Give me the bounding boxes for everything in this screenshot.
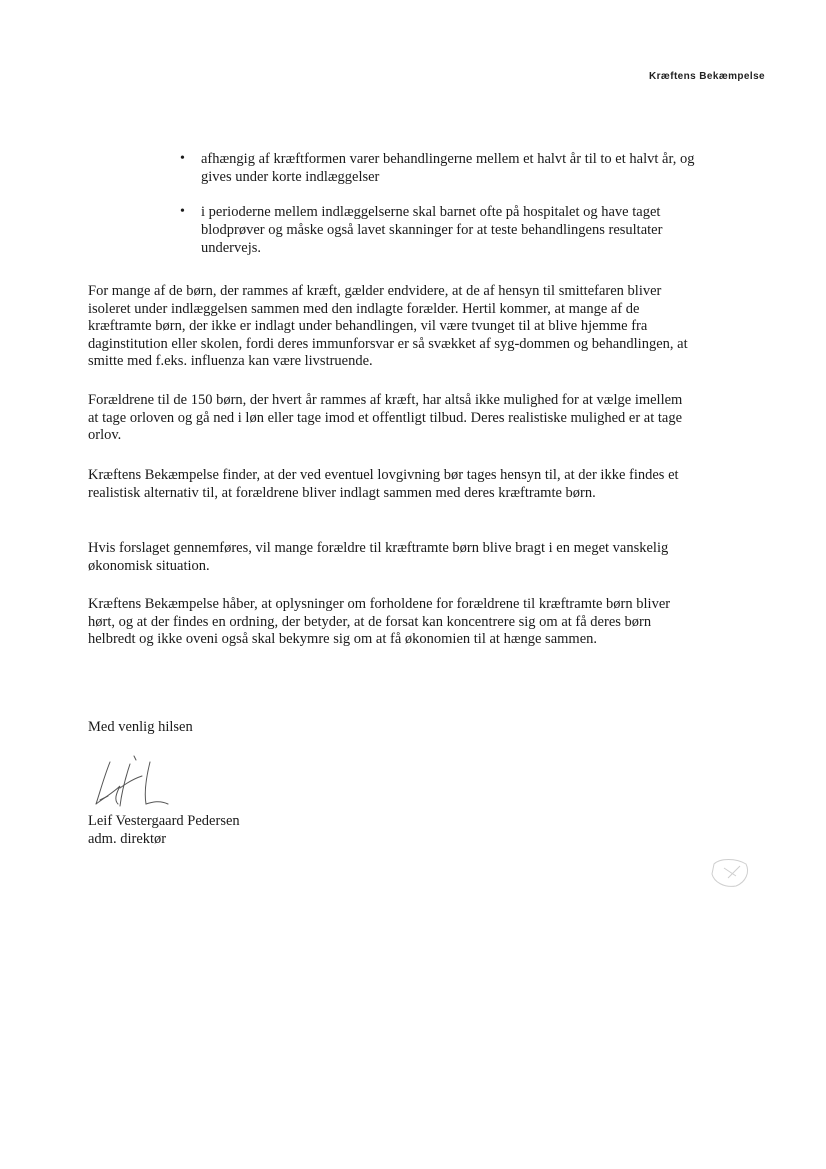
handwritten-signature bbox=[90, 742, 210, 817]
bullet-text: afhængig af kræftformen varer behandlingerne mellem et halvt år til to et halvt år, og gives under korte indlæggelser bbox=[201, 151, 695, 185]
bullet-text: i perioderne mellem indlæggelserne skal barnet ofte på hospitalet og have taget blodprøver og måske også lavet skanninger for at teste behandlingens resultater undervejs. bbox=[201, 204, 663, 256]
paragraph-hope: Kræftens Bekæmpelse håber, at oplysninger om forholdene for forældrene til kræftramte børn bliver hørt, og at der findes en ordning, der betyder, at de forsat kan koncentrere sig om at få deres børn helbredt og ikke oveni også skal bekymre sig om at få økonomien til at hænge sammen. bbox=[88, 596, 671, 647]
signatory-block bbox=[88, 812, 240, 848]
paragraph-parents: Forældrene til de 150 børn, der hvert år rammes af kræft, har altså ikke mulighed for at vælge imellem at tage orloven og gå ned i løn eller tage imod et offentligt tilbud. Deres realistiske mulighed er at tage orlov. bbox=[88, 392, 683, 443]
bullet-icon: • bbox=[180, 151, 185, 166]
signatory-title: adm. direktør bbox=[88, 831, 167, 847]
paragraph-isolation: For mange af de børn, der rammes af kræft, gælder endvidere, at de af hensyn til smittefaren bliver isoleret under indlæggelsen sammen med den indlagte forælder. Hertil kommer, at mange af de kræftramte børn, der ikke er indlagt under behandlingen, vil være tvunget til at blive hjemme fra daginstitution eller skolen, fordi deres immunforsvar er så svækket af syg-dommen og behandlingen, at smitte med f.eks. influenza kan være livstruende. bbox=[88, 283, 688, 369]
paragraph-position: Kræftens Bekæmpelse finder, at der ved eventuel lovgivning bør tages hensyn til, at der ikke findes et realistisk alternativ til, at forældrene bliver indlagt sammen med deres kræftramte børn. bbox=[88, 467, 679, 501]
faint-stamp-mark bbox=[706, 852, 756, 892]
bullet-icon: • bbox=[180, 204, 185, 219]
letterhead-org: Kræftens Bekæmpelse bbox=[649, 71, 765, 82]
bullet-list bbox=[176, 150, 696, 274]
paragraph-consequence: Hvis forslaget gennemføres, vil mange forældre til kræftramte børn blive bragt i en meget vanskelig økonomisk situation. bbox=[88, 540, 669, 574]
closing-salutation: Med venlig hilsen bbox=[88, 719, 193, 735]
signatory-name: Leif Vestergaard Pedersen bbox=[88, 813, 240, 829]
list-item bbox=[176, 150, 696, 186]
list-item bbox=[176, 203, 696, 257]
